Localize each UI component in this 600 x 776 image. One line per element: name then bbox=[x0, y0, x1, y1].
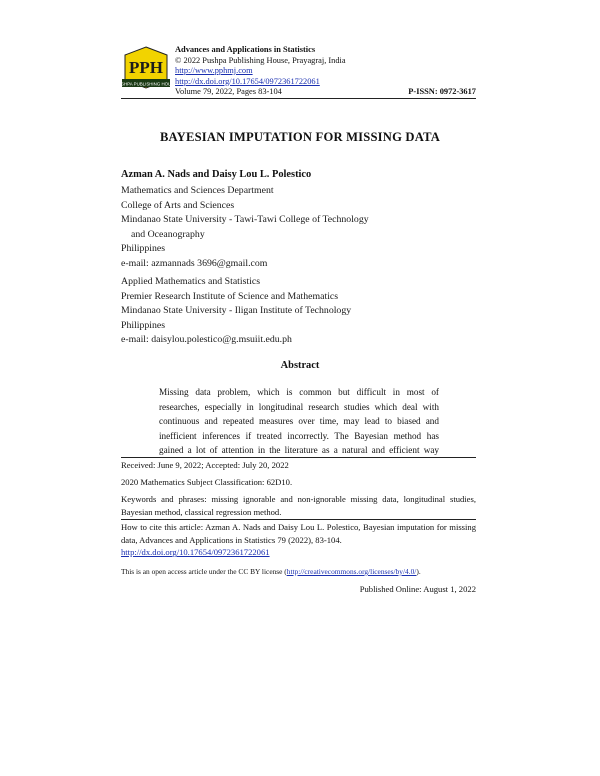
doi-link[interactable]: http://dx.doi.org/10.17654/0972361722061 bbox=[175, 76, 320, 86]
footnote-divider bbox=[121, 457, 476, 458]
license-prefix: This is an open access article under the CC BY license ( bbox=[121, 567, 287, 576]
keywords: Keywords and phrases: missing ignorable and non-ignorable missing data, longitudinal studies, Bayesian method, classical regression method. bbox=[121, 494, 476, 517]
abstract-heading: Abstract bbox=[280, 360, 320, 371]
aff2-university: Mindanao State University - Iligan Institute of Technology bbox=[121, 305, 352, 317]
aff1-country: Philippines bbox=[121, 243, 166, 255]
affiliation-2 bbox=[121, 275, 351, 348]
issn: P-ISSN: 0972-3617 bbox=[408, 87, 476, 96]
header-divider bbox=[121, 98, 476, 99]
citation bbox=[121, 521, 476, 559]
publisher-link[interactable]: http://www.pphmj.com bbox=[175, 66, 253, 75]
aff1-dept: Mathematics and Sciences Department bbox=[121, 185, 274, 196]
copyright: © 2022 Pushpa Publishing House, Prayagraj, India bbox=[175, 55, 346, 65]
published-date: Published Online: August 1, 2022 bbox=[359, 584, 476, 594]
journal-header bbox=[175, 45, 346, 98]
paper-title: BAYESIAN IMPUTATION FOR MISSING DATA bbox=[159, 130, 441, 144]
publisher-logo bbox=[114, 46, 178, 92]
svg-text:PUSHPA PUBLISHING HOUSE: PUSHPA PUBLISHING HOUSE bbox=[114, 81, 178, 87]
aff1-university-cont: and Oceanography bbox=[131, 228, 205, 240]
aff1-email: e-mail: azmannads 3696@gmail.com bbox=[121, 257, 268, 269]
abstract-line: inefficient inferences if treated incorrectly. The Bayesian method has bbox=[159, 430, 439, 441]
license-suffix: ). bbox=[416, 567, 421, 576]
msc-classification: 2020 Mathematics Subject Classification: 62D10. bbox=[121, 477, 293, 487]
aff1-college: College of Arts and Sciences bbox=[121, 199, 235, 211]
citation-text: How to cite this article: Azman A. Nads and Daisy Lou L. Polestico, Bayesian imputation for missing data, Advances and Applications in Statistics 79 (2022), 83-104. bbox=[121, 522, 476, 545]
aff2-dept: Applied Mathematics and Statistics bbox=[121, 276, 261, 287]
aff2-institute: Premier Research Institute of Science and Mathematics bbox=[121, 290, 339, 302]
received-dates: Received: June 9, 2022; Accepted: July 20, 2022 bbox=[121, 460, 289, 470]
abstract-line: continuous and repeated measures over time, may lead to biased and bbox=[159, 416, 439, 427]
volume-info: Volume 79, 2022, Pages 83-104 bbox=[175, 87, 282, 96]
license bbox=[121, 566, 476, 579]
license-link[interactable]: http://creativecommons.org/licenses/by/4.0/ bbox=[286, 567, 417, 576]
aff2-email: e-mail: daisylou.polestico@g.msuiit.edu.ph bbox=[121, 334, 292, 346]
abstract-line: gained a lot of attention in the literature as a natural and efficient way bbox=[159, 445, 439, 456]
journal-name: Advances and Applications in Statistics bbox=[175, 45, 316, 54]
citation-doi-link[interactable]: http://dx.doi.org/10.17654/0972361722061 bbox=[121, 547, 270, 558]
authors: Azman A. Nads and Daisy Lou L. Polestico bbox=[121, 169, 312, 180]
svg-text:PPH: PPH bbox=[129, 58, 163, 77]
citation-divider bbox=[121, 519, 476, 520]
aff2-country: Philippines bbox=[121, 319, 166, 331]
abstract-line: Missing data problem, which is common but difficult in most of bbox=[159, 387, 439, 397]
abstract-text bbox=[159, 385, 439, 458]
affiliation-1 bbox=[121, 184, 369, 272]
aff1-university: Mindanao State University - Tawi-Tawi College of Technology bbox=[121, 214, 369, 226]
abstract-line: researches, especially in longitudinal research studies which deal with bbox=[159, 401, 439, 412]
